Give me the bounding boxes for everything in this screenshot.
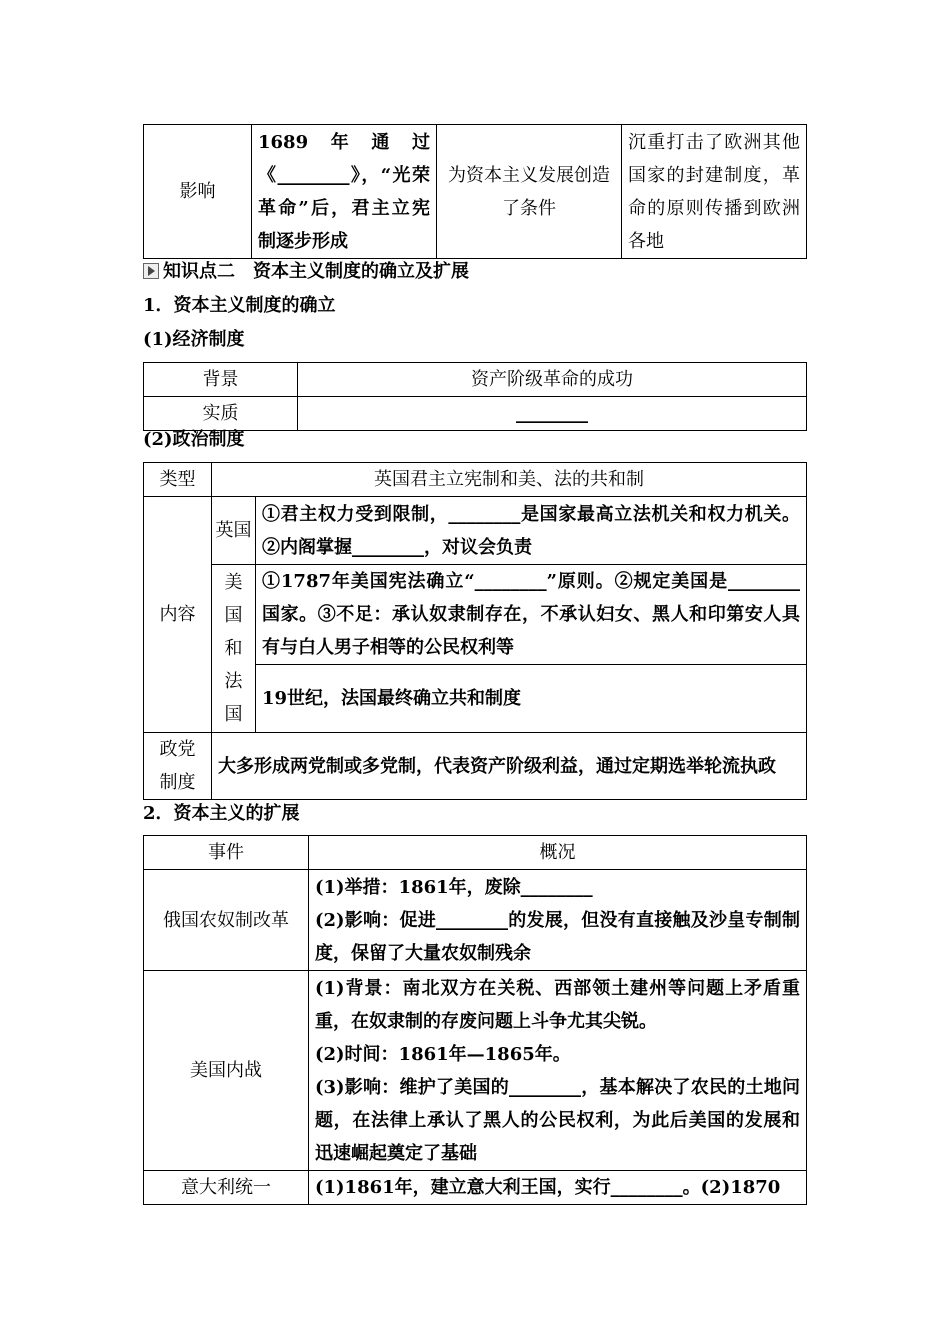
pol-party-text: 大多形成两党制或多党制，代表资产阶级利益，通过定期选举轮流执政 [212, 733, 807, 800]
sub2-heading: 2．资本主义的扩展 [143, 803, 300, 824]
pol-type-label: 类型 [144, 463, 212, 497]
expansion-event-italy: 意大利统一 [144, 1171, 309, 1205]
table-row [144, 733, 807, 800]
table-row [144, 497, 807, 565]
influence-label: 影响 [144, 125, 252, 259]
expansion-event-header: 事件 [144, 836, 309, 870]
pol-us-text: ①1787年美国宪法确立“________”原则。②规定美国是________国家。③不足：承认奴隶制存在，不承认妇女、黑人和印第安人具有与白人男子相等的公民权利等 [256, 565, 807, 665]
table-row [144, 565, 807, 665]
pol-type-value: 英国君主立宪制和美、法的共和制 [212, 463, 807, 497]
expansion-event-russia: 俄国农奴制改革 [144, 870, 309, 971]
influence-col2: 为资本主义发展创造了条件 [437, 125, 622, 259]
pol-usfr-label: 美国和法国 [212, 565, 256, 733]
pol-party-label: 政党制度 [144, 733, 212, 800]
influence-table [143, 124, 807, 259]
summary-line: (3)影响：维护了美国的________，基本解决了农民的土地问题，在法律上承认了黑人的公民权利，为此后美国的发展和迅速崛起奠定了基础 [315, 1076, 800, 1164]
expansion-event-us: 美国内战 [144, 971, 309, 1171]
summary-line: (2)时间：1861年—1865年。 [315, 1043, 571, 1065]
expansion-summary-russia [309, 870, 807, 971]
expansion-summary-italy [309, 1171, 807, 1205]
summary-line: (1)1861年，建立意大利王国，实行________。(2)1870 [315, 1177, 781, 1198]
expansion-summary-header: 概况 [309, 836, 807, 870]
influence-col3: 沉重打击了欧洲其他国家的封建制度，革命的原则传播到欧洲各地 [622, 125, 807, 259]
expansion-summary-us [309, 971, 807, 1171]
table-row [144, 363, 807, 397]
table-row [144, 463, 807, 497]
summary-line: (1)举措：1861年，废除________ [315, 876, 593, 898]
table-row [144, 1171, 807, 1205]
pol-uk-text: ①君主权力受到限制，________是国家最高立法机关和权力机关。②内阁掌握________，对议会负责 [256, 497, 807, 565]
sub1-heading: 1．资本主义制度的确立 [143, 295, 336, 316]
table-row [144, 836, 807, 870]
summary-line: (1)背景：南北双方在关税、西部领土建州等问题上矛盾重重，在奴隶制的存废问题上斗争尤其尖锐。 [315, 977, 800, 1032]
econ-essence-label: 实质 [144, 397, 298, 431]
pol-fr-text: 19世纪，法国最终确立共和制度 [256, 665, 807, 733]
econ-table [143, 362, 807, 431]
pol-uk-label: 英国 [212, 497, 256, 565]
pol-content-label: 内容 [144, 497, 212, 733]
econ-essence-value: ________ [298, 397, 807, 431]
section2-title: 知识点二 资本主义制度的确立及扩展 [143, 260, 469, 284]
pol-table [143, 462, 807, 800]
influence-col1: 1689年通过《________》，“光荣革命”后，君主立宪制逐步形成 [252, 125, 437, 259]
summary-line: (2)影响：促进________的发展，但没有直接触及沙皇专制制度，保留了大量农奴制残余 [315, 909, 800, 964]
table-row [144, 971, 807, 1171]
table-row [144, 870, 807, 971]
play-icon [143, 263, 159, 279]
econ-heading: (1)经济制度 [143, 329, 245, 350]
expansion-table [143, 835, 807, 1205]
econ-bg-value: 资产阶级革命的成功 [298, 363, 807, 397]
influence-row [144, 125, 807, 259]
pol-heading: (2)政治制度 [143, 429, 245, 450]
table-row [144, 397, 807, 431]
econ-bg-label: 背景 [144, 363, 298, 397]
